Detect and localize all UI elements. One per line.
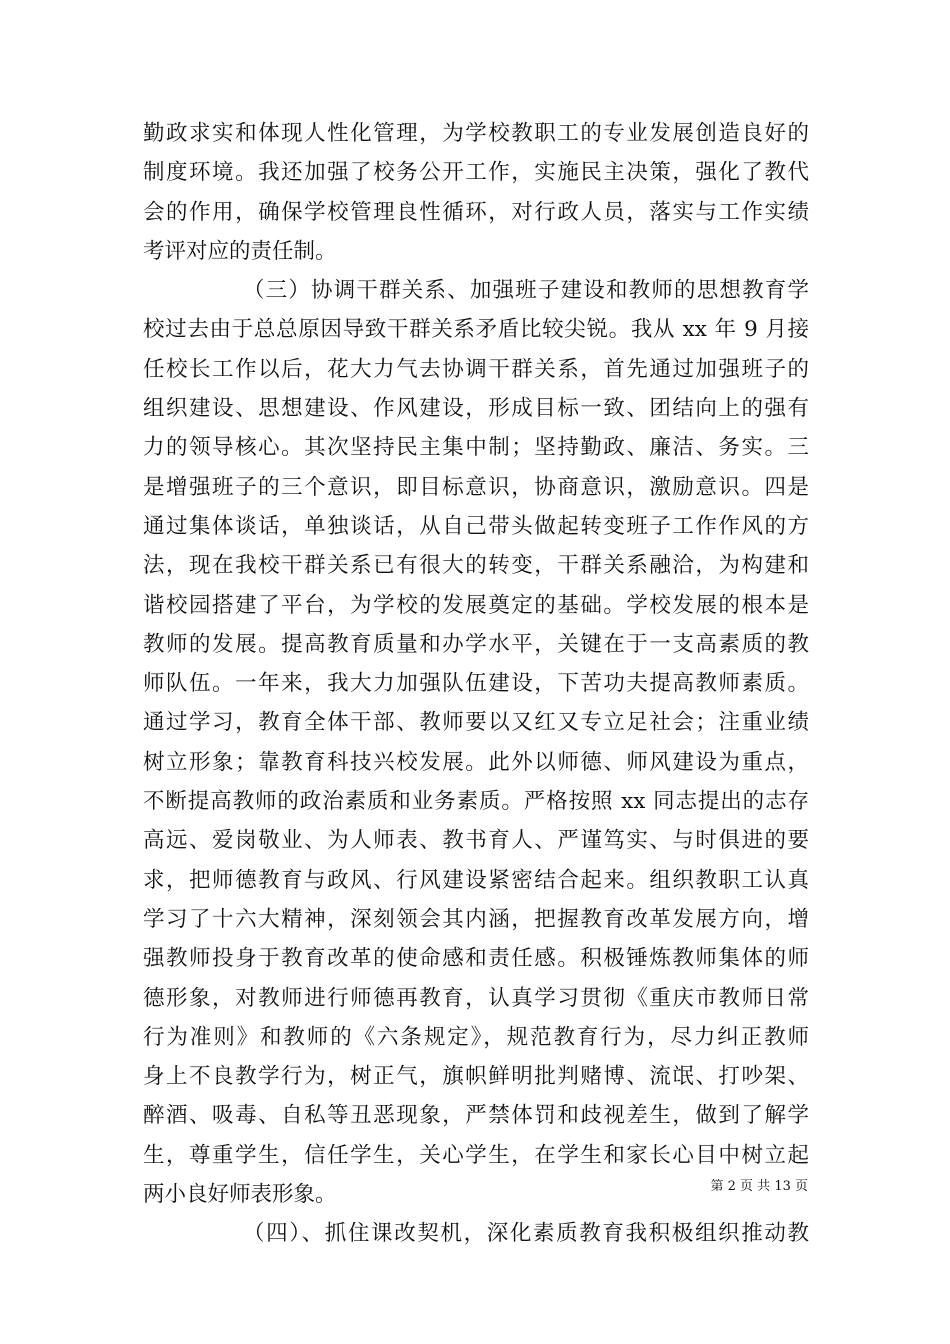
text-line: 谐校园搭建了平台，为学校的发展奠定的基础。学校发展的根本是 <box>143 592 809 618</box>
text-line: 通过学习，教育全体干部、教师要以又红又专立足社会；注重业绩 <box>143 710 809 736</box>
text-line: 会的作用，确保学校管理良性循环，对行政人员，落实与工作实绩 <box>143 199 809 225</box>
text-line: 求，把师德教育与政风、行风建设紧密结合起来。组织教职工认真 <box>143 867 809 893</box>
text-line: 力的领导核心。其次坚持民主集中制；坚持勤政、廉洁、务实。三 <box>143 435 809 461</box>
text-line: 师队伍。一年来，我大力加强队伍建设，下苦功夫提高教师素质。 <box>143 671 809 697</box>
text-line: 树立形象；靠教育科技兴校发展。此外以师德、师风建设为重点， <box>143 749 809 775</box>
text-line: 考评对应的责任制。 <box>143 238 337 264</box>
body-text <box>143 114 809 1254</box>
text-line: 通过集体谈话，单独谈话，从自己带头做起转变班子工作作风的方 <box>143 513 809 539</box>
text-line: 勤政求实和体现人性化管理，为学校教职工的专业发展创造良好的 <box>143 121 809 146</box>
text-line: 学习了十六大精神，深刻领会其内涵，把握教育改革发展方向，增 <box>143 906 809 932</box>
text-line: 醉酒、吸毒、自私等丑恶现象，严禁体罚和歧视差生，做到了解学 <box>143 1103 809 1129</box>
text-line: 法，现在我校干群关系已有很大的转变，干群关系融洽，为构建和 <box>143 553 809 579</box>
text-line: 生，尊重学生，信任学生，关心学生，在学生和家长心目中树立起 <box>143 1142 809 1168</box>
text-line: 制度环境。我还加强了校务公开工作，实施民主决策，强化了教代 <box>143 160 809 186</box>
text-line: 不断提高教师的政治素质和业务素质。严格按照 xx 同志提出的志存 <box>143 789 809 815</box>
text-line: 强教师投身于教育改革的使命感和责任感。积极锤炼教师集体的师 <box>143 946 809 972</box>
text-line: 教师的发展。提高教育质量和办学水平，关键在于一支高素质的教 <box>143 631 809 657</box>
text-line: 德形象，对教师进行师德再教育，认真学习贯彻《重庆市教师日常 <box>143 985 809 1011</box>
text-line: 是增强班子的三个意识，即目标意识，协商意识，激励意识。四是 <box>143 474 809 500</box>
text-line: 身上不良教学行为，树正气，旗帜鲜明批判赌博、流氓、打吵架、 <box>143 1064 809 1090</box>
text-line: 高远、爱岗敬业、为人师表、教书育人、严谨笃实、与时俱进的要 <box>143 828 809 854</box>
text-line: 任校长工作以后，花大力气去协调干群关系，首先通过加强班子的 <box>143 356 809 382</box>
section-heading-3: （三）协调干群关系、加强班子建设和教师的思想教育学 <box>243 278 809 304</box>
text-line: 组织建设、思想建设、作风建设，形成目标一致、团结向上的强有 <box>143 396 809 422</box>
page-number: 第 2 页 共 13 页 <box>710 1179 808 1194</box>
text-line: 行为准则》和教师的《六条规定》，规范教育行为，尽力纠正教师 <box>143 1024 809 1050</box>
text-line: 两小良好师表形象。 <box>143 1182 337 1208</box>
text-line: 校过去由于总总原因导致干群关系矛盾比较尖锐。我从 xx 年 9 月接 <box>143 317 809 343</box>
section-heading-4: （四）、抓住课改契机，深化素质教育我积极组织推动教 <box>243 1221 809 1247</box>
